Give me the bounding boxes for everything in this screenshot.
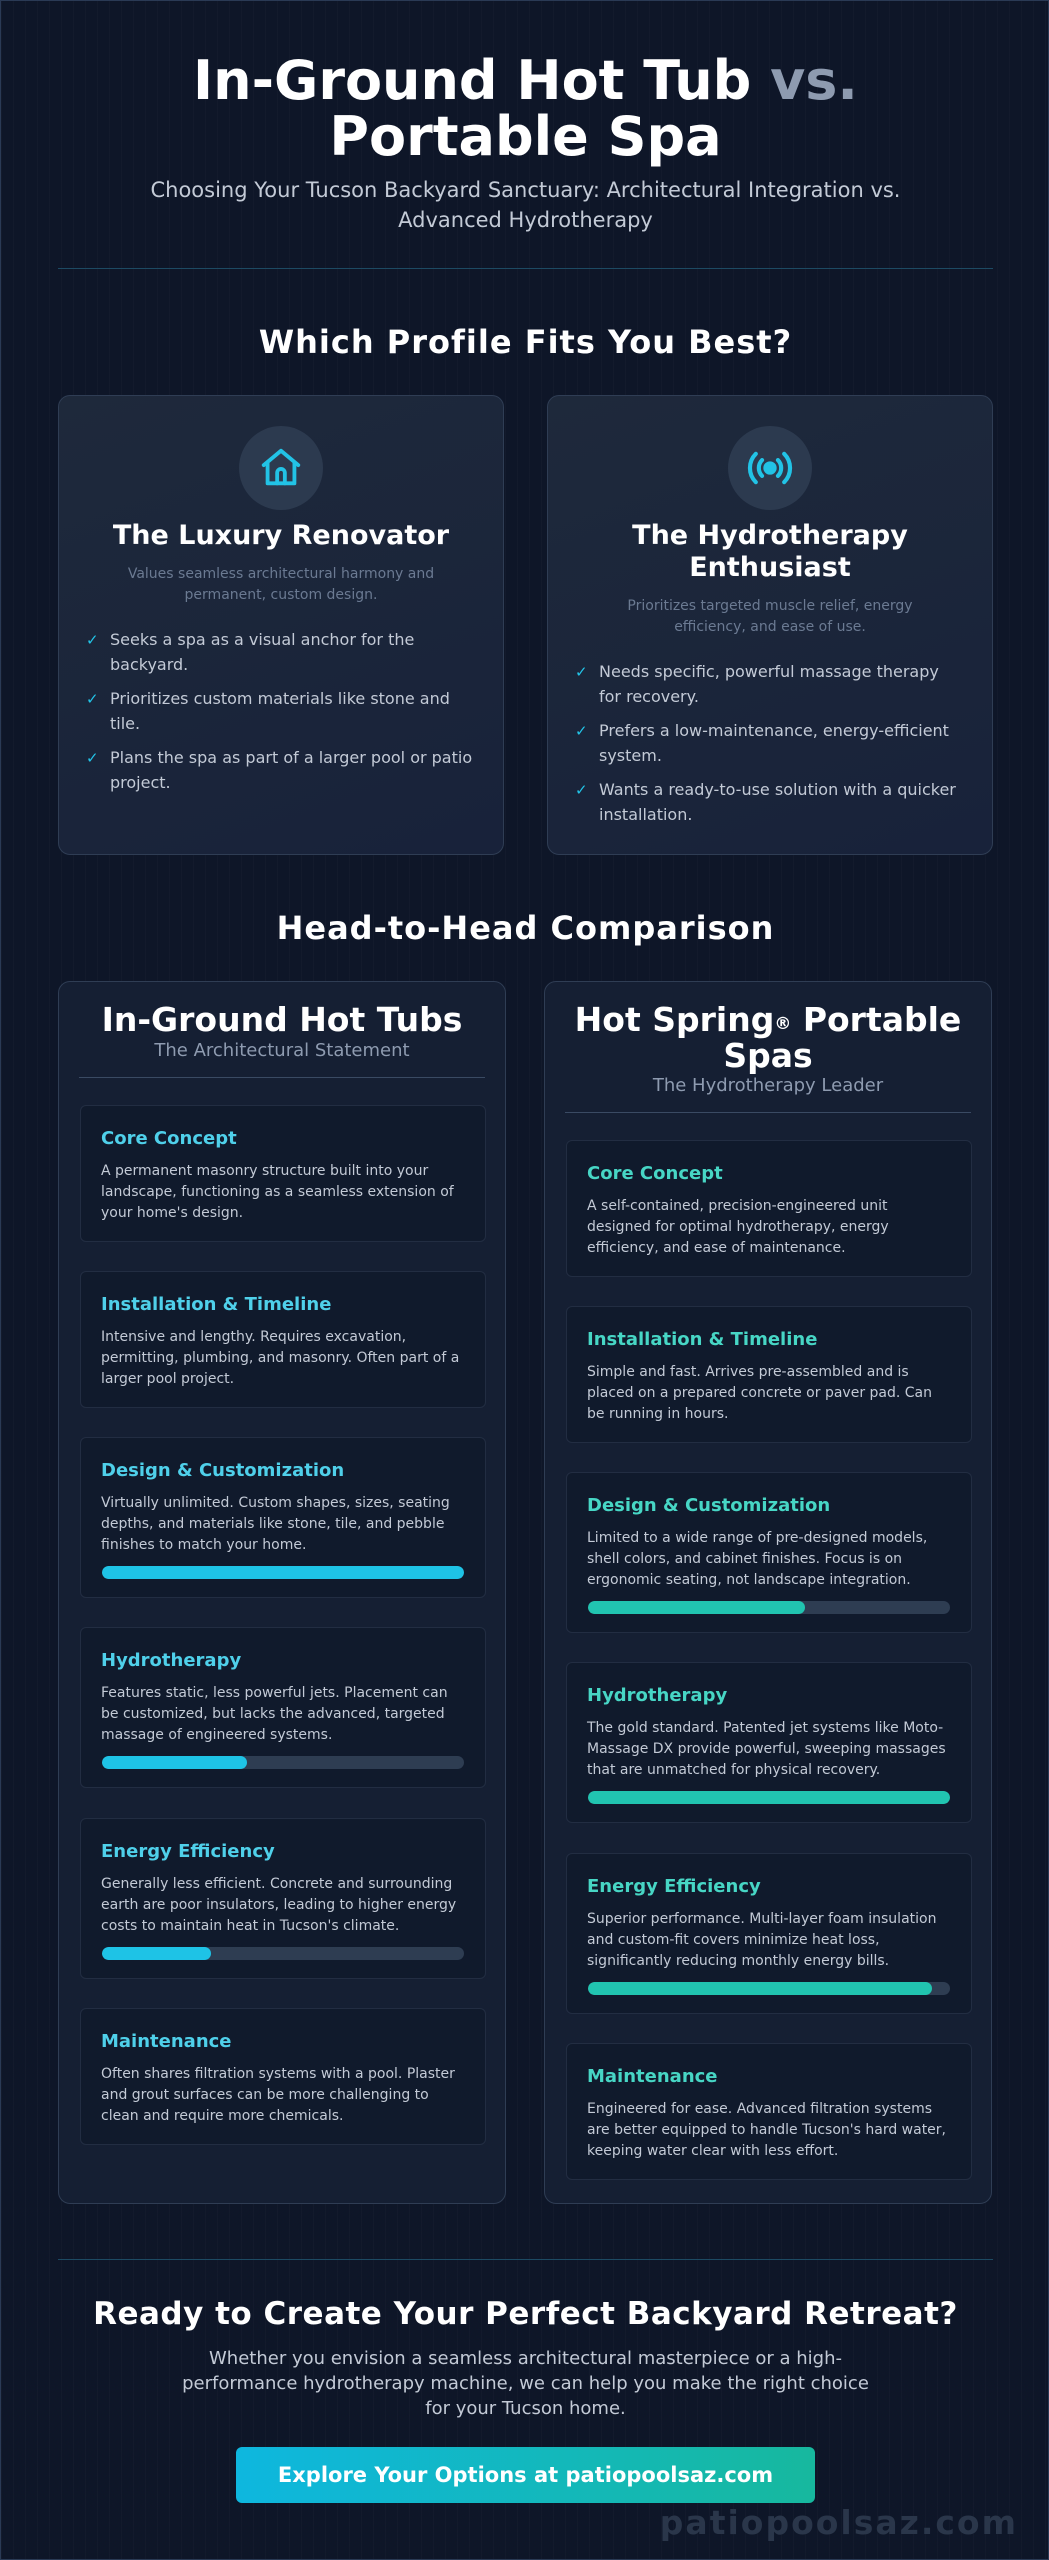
profile-name: The Hydrotherapy Enthusiast xyxy=(632,520,908,583)
site-watermark: patiopoolsaz.com xyxy=(659,2503,1018,2542)
feature-text: The gold standard. Patented jet systems like Moto-Massage DX provide powerful, sweeping massages that are unmatched for physical recovery. xyxy=(587,1720,946,1778)
check-icon: ✓ xyxy=(575,781,588,799)
feature-title: Hydrotherapy xyxy=(587,1685,728,1706)
feature-text: Generally less efficient. Concrete and surrounding earth are poor insulators, leading to higher energy costs to maintain heat in Tucson's climate. xyxy=(101,1876,457,1934)
feature-title: Design & Customization xyxy=(587,1495,831,1516)
feature-text: A self-contained, precision-engineered unit designed for optimal hydrotherapy, energy efficiency, and ease of maintenance. xyxy=(587,1198,889,1256)
profile-description: Prioritizes targeted muscle relief, energy efficiency, and ease of use. xyxy=(627,598,913,635)
rating-bar xyxy=(588,1601,950,1614)
rating-bar xyxy=(102,1947,464,1960)
feature-design xyxy=(80,1437,486,1598)
feature-core-concept xyxy=(566,1140,972,1277)
header-divider xyxy=(58,268,993,269)
feature-title: Installation & Timeline xyxy=(587,1329,818,1350)
profile-criteria-list xyxy=(86,627,476,804)
profile-name: The Luxury Renovator xyxy=(112,520,450,551)
title-part-2: Portable Spa xyxy=(329,105,722,168)
column-subtitle: The Architectural Statement xyxy=(154,1040,410,1061)
check-icon: ✓ xyxy=(86,690,99,708)
rating-bar-fill xyxy=(102,1756,247,1769)
feature-maintenance xyxy=(80,2008,486,2145)
list-item: ✓ Wants a ready-to-use solution with a quicker installation. xyxy=(575,780,956,824)
house-icon xyxy=(239,426,323,510)
check-icon: ✓ xyxy=(86,631,99,649)
column-subtitle: The Hydrotherapy Leader xyxy=(652,1075,884,1096)
broadcast-icon xyxy=(728,426,812,510)
rating-bar-fill xyxy=(588,1791,950,1804)
rating-bar xyxy=(102,1756,464,1769)
feature-text: Limited to a wide range of pre-designed models, shell colors, and cabinet finishes. Focus is on ergonomic seating, not landscape integration. xyxy=(587,1530,928,1588)
feature-title: Energy Efficiency xyxy=(587,1876,761,1897)
feature-installation xyxy=(566,1306,972,1443)
rating-bar-fill xyxy=(588,1601,805,1614)
rating-bar xyxy=(102,1566,464,1579)
feature-text: Engineered for ease. Advanced filtration systems are better equipped to handle Tucson's hard water, keeping water clear with less effort. xyxy=(587,2101,947,2159)
feature-energy-efficiency xyxy=(566,1853,972,2014)
feature-maintenance xyxy=(566,2043,972,2180)
feature-title: Installation & Timeline xyxy=(101,1294,332,1315)
profile-criteria-list xyxy=(575,659,965,836)
check-icon: ✓ xyxy=(575,722,588,740)
rating-bar-fill xyxy=(102,1566,464,1579)
rating-bar xyxy=(588,1791,950,1804)
feature-title: Maintenance xyxy=(587,2066,718,2087)
list-item: ✓ Needs specific, powerful massage therapy for recovery. xyxy=(575,662,939,706)
feature-title: Maintenance xyxy=(101,2031,232,2052)
list-item: ✓ Seeks a spa as a visual anchor for the backyard. xyxy=(86,630,415,674)
feature-text: Superior performance. Multi-layer foam insulation and custom-fit covers minimize heat loss, significantly reducing monthly energy bills. xyxy=(587,1911,937,1969)
comparison-column-in-ground xyxy=(58,981,506,2204)
feature-title: Hydrotherapy xyxy=(101,1650,242,1671)
feature-text: Intensive and lengthy. Requires excavation, permitting, plumbing, and masonry. Often part of a larger pool project. xyxy=(101,1329,460,1387)
page-subtitle: Choosing Your Tucson Backyard Sanctuary: Architectural Integration vs. Advanced Hydrotherapy xyxy=(150,178,901,232)
feature-text: Virtually unlimited. Custom shapes, sizes, seating depths, and materials like stone, tile, and pebble finishes to match your home. xyxy=(101,1495,450,1553)
comparison-section-title: Head-to-Head Comparison xyxy=(276,909,775,947)
feature-design xyxy=(566,1472,972,1633)
page-title xyxy=(61,49,990,168)
title-part-1: In-Ground Hot Tub xyxy=(193,49,771,112)
profile-card-hydrotherapy xyxy=(547,395,993,855)
title-vs: vs. xyxy=(770,49,858,112)
profiles-section-title: Which Profile Fits You Best? xyxy=(258,323,793,361)
registered-mark: ® xyxy=(774,1014,792,1034)
rating-bar-fill xyxy=(102,1947,211,1960)
column-title: Hot Spring® Portable Spas xyxy=(574,1000,962,1075)
feature-installation xyxy=(80,1271,486,1408)
rating-bar-fill xyxy=(588,1982,932,1995)
feature-title: Energy Efficiency xyxy=(101,1841,275,1862)
check-icon: ✓ xyxy=(86,749,99,767)
profile-description: Values seamless architectural harmony and permanent, custom design. xyxy=(127,566,435,603)
feature-title: Core Concept xyxy=(587,1163,723,1184)
cta-text: Whether you envision a seamless architectural masterpiece or a high-performance hydrotherapy machine, we can help you make the right choice for your Tucson home. xyxy=(182,2348,869,2419)
cta-divider xyxy=(58,2259,993,2260)
feature-energy-efficiency xyxy=(80,1818,486,1979)
feature-text: A permanent masonry structure built into your landscape, functioning as a seamless extension of your home's design. xyxy=(101,1163,454,1221)
column-divider xyxy=(565,1112,971,1113)
list-item: ✓ Prefers a low-maintenance, energy-efficient system. xyxy=(575,721,949,765)
feature-text: Features static, less powerful jets. Placement can be customized, but lacks the advanced, targeted massage of engineered systems. xyxy=(101,1685,448,1743)
cta-title: Ready to Create Your Perfect Backyard Retreat? xyxy=(93,2296,958,2332)
feature-hydrotherapy xyxy=(80,1627,486,1788)
rating-bar xyxy=(588,1982,950,1995)
explore-options-button[interactable]: Explore Your Options at patiopoolsaz.com xyxy=(236,2447,815,2503)
column-divider xyxy=(79,1077,485,1078)
profile-card-renovator xyxy=(58,395,504,855)
feature-title: Design & Customization xyxy=(101,1460,345,1481)
list-item: ✓ Prioritizes custom materials like stone and tile. xyxy=(86,689,450,733)
feature-core-concept xyxy=(80,1105,486,1242)
check-icon: ✓ xyxy=(575,663,588,681)
column-title: In-Ground Hot Tubs xyxy=(101,1000,463,1039)
list-item: ✓ Plans the spa as part of a larger pool or patio project. xyxy=(86,748,473,792)
feature-hydrotherapy xyxy=(566,1662,972,1823)
comparison-column-portable xyxy=(544,981,992,2204)
feature-text: Often shares filtration systems with a pool. Plaster and grout surfaces can be more challenging to clean and require more chemicals. xyxy=(101,2066,455,2124)
feature-title: Core Concept xyxy=(101,1128,237,1149)
feature-text: Simple and fast. Arrives pre-assembled and is placed on a prepared concrete or paver pad. Can be running in hours. xyxy=(587,1364,933,1422)
